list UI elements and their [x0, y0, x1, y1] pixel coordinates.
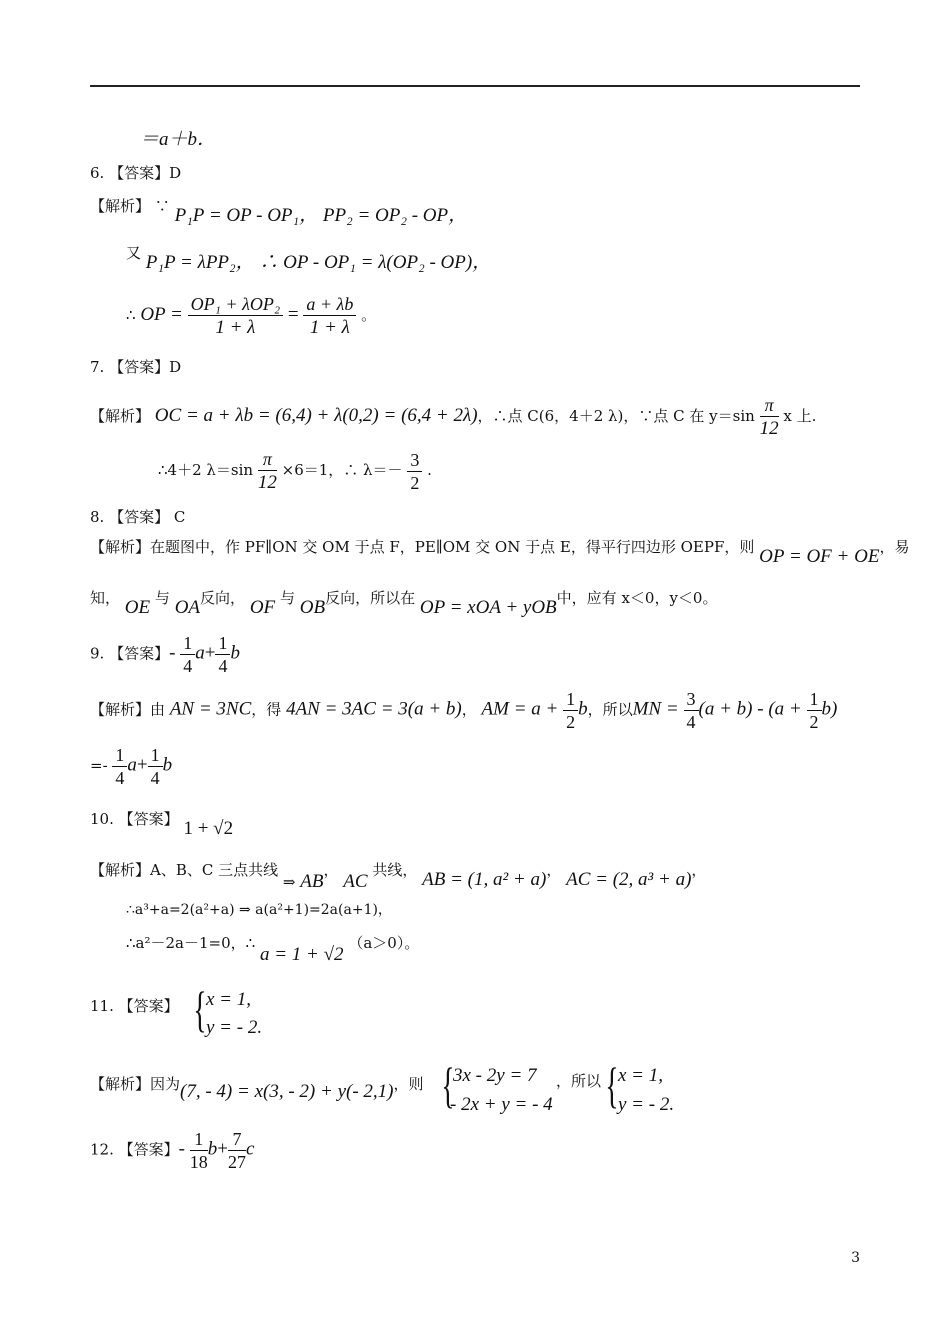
text: （a＞0）。 [348, 934, 420, 952]
fraction [407, 451, 422, 492]
vector: OA [174, 597, 201, 618]
solution-tag: 【解析】 [90, 407, 151, 425]
text: ，得 [251, 700, 282, 719]
numerator: 1 [112, 746, 127, 767]
numerator: 1 [807, 690, 822, 711]
text: + [136, 754, 148, 776]
solution-tag: 【解析】 [90, 197, 151, 215]
q6-solution-line3: ∴ OP = $\frac{\text{OP₁ + λOP₂}}{1 + \lambda}$ = $\frac{a + \lambda b}{1 + \lambda}$ 。 [126, 294, 377, 338]
denominator: 4 [150, 768, 160, 788]
denominator: 1 + λ [309, 317, 350, 338]
answer-tag: 【答案】 [118, 810, 179, 828]
fraction [258, 450, 277, 492]
equation: y = - 2. [206, 1017, 263, 1038]
q8-solution-line1 [90, 537, 910, 567]
numerator: 1 [148, 746, 163, 767]
numerator: π [258, 450, 277, 471]
solution-tag: 【解析】 [90, 538, 151, 556]
equation: OP = [140, 304, 183, 325]
header-rule [90, 85, 860, 87]
q8-solution-line2 [90, 588, 718, 618]
fraction [563, 690, 578, 731]
fraction [180, 634, 195, 675]
equation: AM = a + [481, 698, 559, 720]
numerator: 7 [228, 1130, 246, 1151]
vector: a [195, 642, 205, 664]
left-brace: { [605, 1057, 619, 1113]
text: + [217, 1138, 228, 1160]
text: 因为 [150, 1075, 181, 1093]
q8-answer [90, 510, 185, 525]
text: ，所以 [587, 700, 633, 719]
q9-answer [90, 634, 240, 675]
text: 与 [154, 589, 170, 607]
fraction [684, 690, 699, 731]
vector: AC [343, 871, 368, 892]
text: + [204, 642, 216, 664]
equation: x = 1, [618, 1065, 664, 1086]
fraction [215, 634, 230, 675]
denominator: 4 [686, 712, 696, 732]
equation: x = 1, [206, 989, 252, 1010]
answer-tag: 【答案】 [109, 164, 170, 182]
fraction [112, 746, 127, 787]
text: x 上. [783, 407, 817, 425]
text: 与 [279, 589, 295, 607]
equation: - 2x + y = - 4 [450, 1094, 553, 1115]
equation: OC = a + λb = (6,4) + λ(0,2) = (6,4 + 2λ) [154, 405, 478, 426]
vector: b [162, 754, 173, 776]
answer-tag: 【答案】 [109, 508, 170, 526]
text: 知， [90, 589, 121, 607]
equation: (7, - 4) = x(3, - 2) + y(- 2,1) [180, 1081, 394, 1102]
text: ∴a³+a=2(a²+a) ⇒ a(a²+1)=2a(a+1)， [126, 902, 392, 918]
equation: 3x - 2y = 7 [453, 1065, 537, 1086]
page-number: 3 [851, 1250, 860, 1266]
text: 反向，所以在 [325, 589, 416, 607]
fraction [228, 1130, 246, 1171]
denominator: 12 [759, 418, 779, 439]
answer-value: C [173, 508, 186, 526]
denominator: 18 [189, 1152, 208, 1172]
solution-tag: 【解析】 [90, 861, 151, 879]
question-number: 12. [90, 1140, 114, 1159]
vector: OB [299, 597, 326, 618]
vector: b [230, 642, 240, 664]
fraction [148, 746, 163, 787]
answer-tag: 【答案】 [118, 1140, 179, 1159]
solution-tag: 【解析】 [90, 1075, 151, 1093]
numerator: 3 [684, 690, 699, 711]
text: ，∴点 C(6，4＋2 λ)，∵点 C 在 y＝sin [477, 407, 755, 425]
q10-solution-line1: 【解析】A、B、C 三点共线 ⇒ AB， AC 共线， AB = (1, a² + a)， AC = (2, a³ + a)， [90, 861, 707, 892]
denominator: 2 [809, 712, 819, 732]
text: =- [90, 756, 108, 775]
fraction [188, 295, 283, 337]
continuation-line [140, 130, 216, 149]
q7-solution-line2 [158, 450, 432, 492]
denominator: 2 [566, 712, 576, 732]
text: ， [461, 700, 477, 719]
q11-solution [90, 1074, 424, 1102]
question-number: 9. [90, 644, 105, 663]
numerator: 1 [215, 634, 230, 655]
question-number: 7. [90, 358, 105, 376]
vector: OE [124, 597, 151, 618]
q9-solution-line1 [90, 690, 837, 731]
denominator: 4 [218, 656, 228, 676]
vector: AB [300, 871, 324, 892]
denominator: 1 + λ [215, 317, 256, 338]
text: ×6＝1，∴ λ＝－ [281, 461, 403, 479]
text: ，则 [393, 1075, 424, 1093]
q10-answer [90, 809, 234, 839]
text: - [178, 1138, 185, 1160]
text: - [169, 642, 176, 664]
answer-tag: 【答案】 [109, 358, 170, 376]
vector: OF [249, 597, 276, 618]
text: ∴4＋2 λ＝sin [158, 461, 254, 479]
equation: P₁P = OP - OP₁， PP₂ = OP₂ - OP， [174, 205, 468, 226]
denominator: 4 [183, 656, 193, 676]
equation: AB = (1, a² + a) [422, 869, 547, 890]
text: 。 [361, 306, 377, 324]
answer-value: D [169, 358, 182, 376]
denominator: 4 [115, 768, 125, 788]
answer-value: 1 + √2 [183, 818, 234, 839]
text: 又 [126, 244, 142, 262]
numerator: π [760, 396, 779, 417]
denominator: 12 [257, 472, 277, 493]
denominator: 2 [410, 472, 420, 493]
because-symbol: ∵ [154, 197, 170, 215]
equation: 4AN = 3AC = 3(a + b) [286, 698, 462, 720]
numerator: 1 [190, 1130, 208, 1151]
q6-solution-line1 [90, 196, 468, 226]
vector: b [578, 698, 588, 720]
fraction [190, 1130, 208, 1171]
numerator: 1 [180, 634, 195, 655]
q6-solution-line2 [126, 243, 492, 273]
text: 共线， [372, 861, 418, 879]
solution-tag: 【解析】 [90, 700, 151, 719]
equation: AN = 3NC [169, 698, 252, 720]
text: ∴a²－2a－1=0，∴ [126, 934, 256, 952]
q10-solution-line3 [126, 933, 420, 965]
therefore-symbol: ∴ [126, 306, 136, 324]
text: 在题图中，作 PF∥ON 交 OM 于点 F，PE∥OM 交 ON 于点 E，得平行四边形 OEPF，则 [150, 538, 755, 556]
text: 由 [150, 700, 166, 719]
equation: OP = OF + OE [759, 546, 880, 567]
text: ，易 [879, 538, 910, 556]
answer-tag: 【答案】 [118, 997, 179, 1015]
equation: (a + b) - (a + [698, 698, 802, 720]
equation: a = 1 + √2 [259, 944, 344, 965]
numerator: 3 [407, 451, 422, 472]
answer-tag: 【答案】 [109, 644, 170, 663]
vector: a [127, 754, 137, 776]
equation: MN = [632, 698, 679, 720]
equation: OP = xOA + yOB [419, 597, 557, 618]
left-brace: { [441, 1057, 455, 1113]
fraction [303, 295, 356, 337]
q11-answer [90, 999, 179, 1014]
question-number: 8. [90, 508, 105, 526]
numerator: 1 [563, 690, 578, 711]
q9-solution-line2 [90, 746, 172, 787]
text: . [427, 461, 432, 479]
denominator: 27 [227, 1152, 246, 1172]
equation: ＝a＋b． [140, 129, 217, 150]
question-number: 6. [90, 164, 105, 182]
text: 反向， [200, 589, 246, 607]
fraction [760, 396, 779, 438]
numerator: a + λb [303, 295, 356, 316]
equation: y = - 2. [618, 1094, 675, 1115]
question-number: 10. [90, 810, 114, 828]
equation: P₁P = λPP₂， ∴ OP - OP₁ = λ(OP₂ - OP)， [145, 252, 492, 273]
implies-symbol: ⇒ [282, 873, 296, 891]
q12-answer [90, 1130, 254, 1171]
answer-value: D [169, 164, 182, 182]
left-brace: { [193, 981, 207, 1037]
fraction [807, 690, 822, 731]
question-number: 11. [90, 997, 114, 1015]
equation: b) [821, 698, 838, 720]
q6-answer [90, 166, 181, 181]
text: ，所以 [556, 1072, 602, 1090]
numerator: OP₁ + λOP₂ [188, 295, 283, 316]
equation: AC = (2, a³ + a) [566, 869, 692, 890]
q10-solution-line2 [126, 903, 392, 917]
text: 中，应有 x＜0，y＜0。 [556, 589, 718, 607]
q7-answer [90, 360, 181, 375]
vector: b [207, 1138, 218, 1160]
text: A、B、C 三点共线 [150, 861, 279, 879]
q7-solution-line1 [90, 396, 816, 438]
vector: c [245, 1138, 255, 1160]
